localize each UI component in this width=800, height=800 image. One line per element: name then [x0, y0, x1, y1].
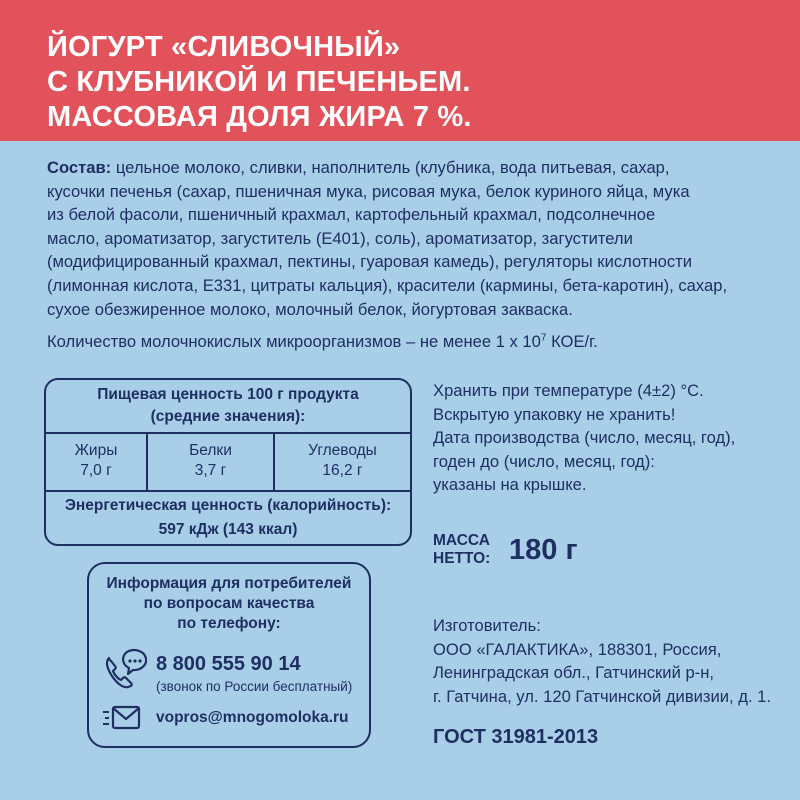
storage-instructions: Хранить при температуре (4±2) °С. Вскрытую упаковку не хранить! Дата производства (число, месяц, год), годен до (число, месяц, год): указаны на крышке. [433, 381, 736, 494]
manufacturer-block: Изготовитель: ООО «ГАЛАКТИКА», 188301, Россия, Ленинградская обл., Гатчинский р-н, г. Гатчина, ул. 120 Гатчинской дивизии, д. 1. [433, 616, 772, 706]
composition-line: из белой фасоли, пшеничный крахмал, картофельный крахмал, подсолнечное [47, 205, 656, 225]
composition-line: цельное молоко, сливки, наполнитель (клубника, вода питьевая, сахар, [111, 158, 670, 177]
divider [46, 432, 410, 434]
nutrient-fat: Жиры 7,0 г [74, 442, 118, 479]
composition-line: кусочки печенья (сахар, пшеничная мука, рисовая мука, белок куриного яйца, мука [47, 181, 690, 201]
nutrient-carbs: Углеводы 16,2 г [308, 442, 377, 479]
composition-line: (лимонная кислота, Е331, цитраты кальция), красители (кармины, бета-каротин), сахар, [47, 275, 728, 295]
mass-label: МАССА НЕТТО: [433, 532, 491, 567]
composition-line: масло, ароматизатор, загуститель (Е401), соль), ароматизатор, загустители [47, 228, 633, 248]
product-title-line-1: ЙОГУРТ «СЛИВОЧНЫЙ» [47, 31, 401, 63]
composition-line: сухое обезжиренное молоко, молочный белок, йогуртовая закваска. [47, 299, 573, 319]
product-title-line-2: С КЛУБНИКОЙ И ПЕЧЕНЬЕМ. [47, 66, 471, 98]
divider [46, 490, 410, 492]
net-mass [433, 532, 578, 568]
envelope-icon [103, 705, 141, 731]
energy-value: Энергетическая ценность (калорийность): 597 кДж (143 ккал) [64, 497, 392, 538]
microorganisms-exponent: 7 [540, 332, 547, 344]
consumer-info-title: Информация для потребителей по вопросам качества по телефону: [106, 575, 352, 632]
microorganisms-note: Количество молочнокислых микроорганизмов – не менее 1 х $10^7$ КОЕ/г. [47, 332, 598, 351]
phone-note: (звонок по России бесплатный) [156, 679, 353, 694]
composition-block [47, 156, 777, 321]
mass-value: 180 г [509, 534, 578, 566]
email-link[interactable]: vopros@mnogomoloka.ru [156, 709, 349, 726]
header-banner [0, 0, 800, 141]
consumer-info-box [87, 562, 371, 748]
phone-number[interactable]: 8 800 555 90 14 [156, 653, 301, 675]
phone-chat-icon [101, 646, 147, 692]
nutrition-table [44, 378, 412, 546]
composition-line: (модифицированный крахмал, пектины, гуаровая камедь), регуляторы кислотности [47, 252, 693, 272]
gost-standard: ГОСТ 31981-2013 [433, 726, 599, 748]
nutrient-protein: Белки 3,7 г [189, 442, 232, 479]
nutrition-title: Пищевая ценность 100 г продукта (средние значения): [97, 386, 359, 425]
product-title-line-3: МАССОВАЯ ДОЛЯ ЖИРА 7 %. [47, 101, 472, 133]
composition-label: Состав: [47, 158, 112, 177]
